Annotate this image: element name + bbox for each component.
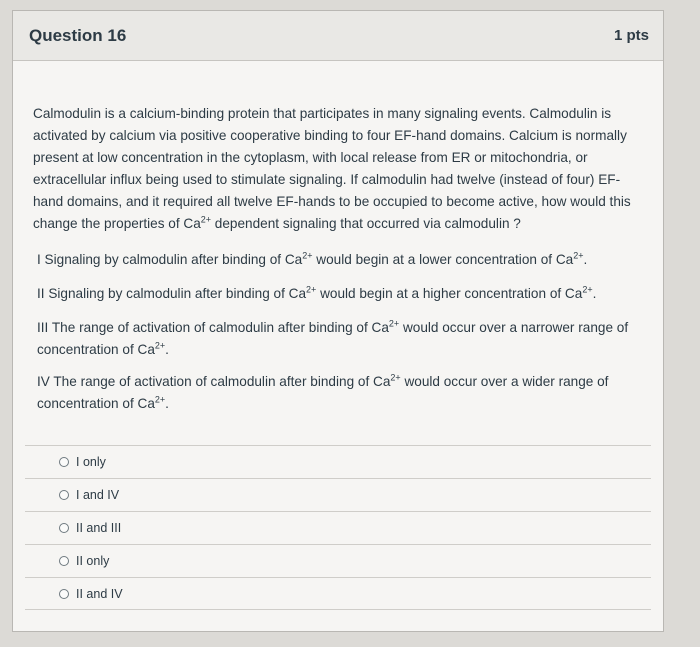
question-body	[13, 61, 663, 415]
question-card	[12, 10, 664, 632]
question-header	[13, 11, 663, 61]
answer-option-2[interactable]	[25, 478, 651, 511]
statement-4: IV The range of activation of calmodulin after binding of $Ca^{2+}$ would occur over a wider range of concentration of $Ca^{2+}$.	[37, 372, 609, 411]
radio-button[interactable]	[59, 589, 69, 599]
question-title: Question 16	[29, 25, 127, 45]
answer-label: II only	[76, 554, 110, 568]
answer-option-3[interactable]	[25, 511, 651, 544]
statement-2: II Signaling by calmodulin after binding of $Ca^{2+}$ would begin at a higher concentration of $Ca^{2+}$.	[37, 284, 597, 301]
answer-list	[25, 445, 651, 610]
radio-button[interactable]	[59, 556, 69, 566]
radio-button[interactable]	[59, 523, 69, 533]
answer-option-4[interactable]	[25, 544, 651, 577]
statement-1: I Signaling by calmodulin after binding of $Ca^{2+}$ would begin at a lower concentration of $Ca^{2+}$.	[37, 250, 588, 267]
answer-label: II and IV	[76, 586, 123, 601]
answer-label: I and IV	[76, 488, 120, 502]
answer-label: I only	[76, 455, 106, 469]
answer-option-1[interactable]	[25, 445, 651, 478]
question-points: 1 pts	[613, 27, 649, 44]
question-prompt: Calmodulin is a calcium-binding protein that participates in many signaling events. Calmodulin is activated by calcium via positive cooperative binding to four EF-hand domains. Calcium is normally present at low concentration in the cytoplasm, with local release from ER or mitochondria, or extracellular influx being used to stimulate signaling. If calmodulin had twelve (instead of four) EF-hand domains, and it required all twelve EF-hands to be occupied to become active, how would this change the properties of $Ca^{2+}$ dependent signaling that occurred via calmodulin ?	[33, 106, 631, 231]
radio-button[interactable]	[59, 490, 69, 500]
statement-3: III The range of activation of calmodulin after binding of $Ca^{2+}$ would occur over a narrower range of concentration of $Ca^{2+}$.	[37, 318, 629, 357]
answer-option-5[interactable]	[25, 577, 651, 610]
radio-button[interactable]	[59, 457, 69, 467]
answer-label: II and III	[76, 521, 122, 535]
